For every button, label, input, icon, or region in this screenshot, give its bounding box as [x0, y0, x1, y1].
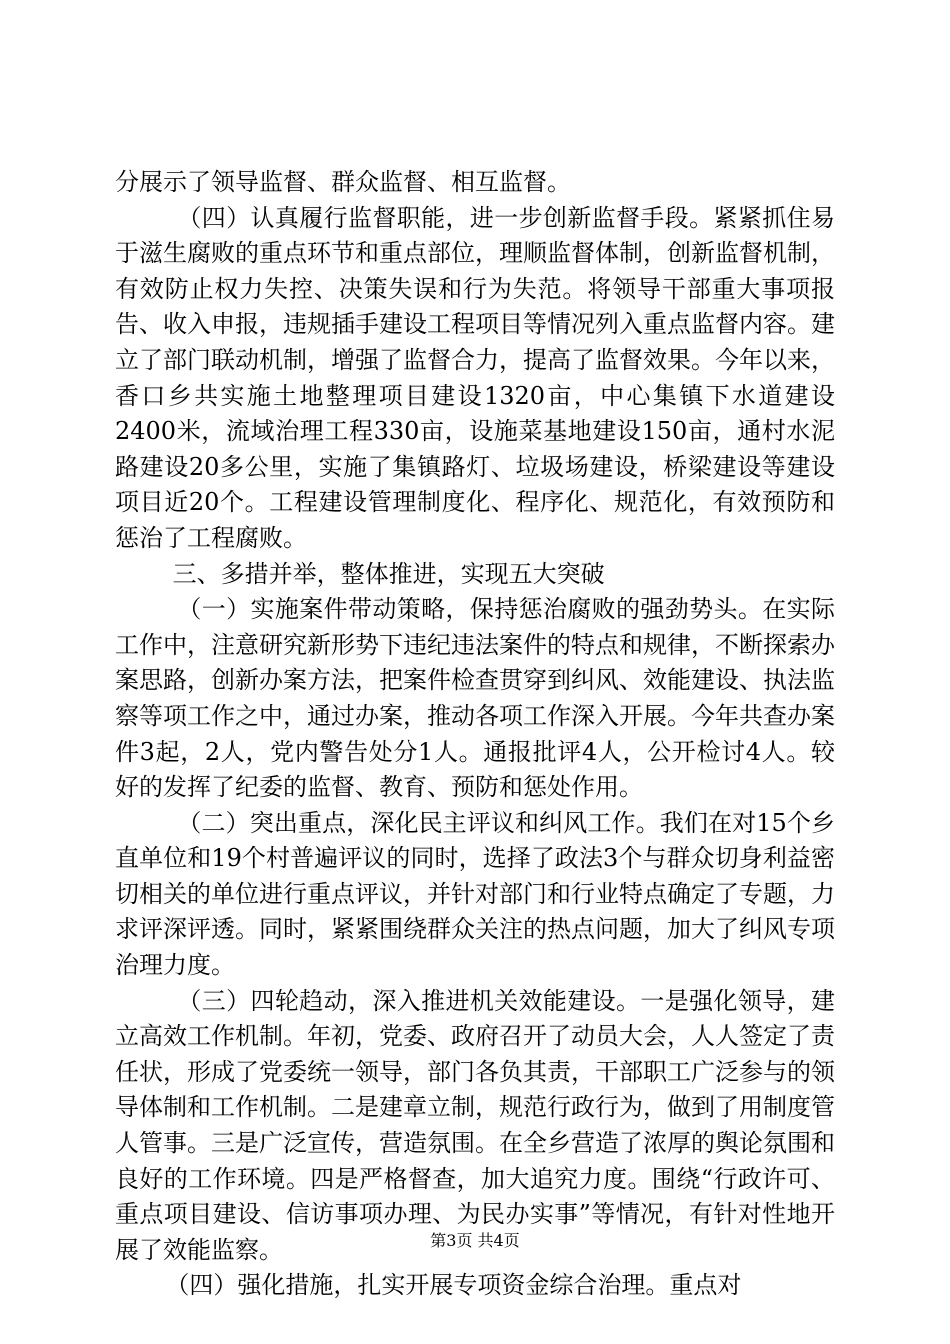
section-heading-three: 三、多措并举，整体推进，实现五大突破 [172, 559, 605, 588]
paragraph-supervision-means: （四）认真履行监督职能，进一步创新监督手段。紧紧抓住易于滋生腐败的重点环节和重点部位，理顺监督体制，创新监督机制，有效防止权力失控、决策失误和行为失范。将领导干部重大事项报告、收入申报，违规插手建设工程项目等情况列入重点监督内容。建立了部门联动机制，增强了监督合力，提高了监督效果。今年以来，香口乡共实施土地整理项目建设1320亩，中心集镇下水道建设2400米，流域治理工程330亩，设施菜基地建设150亩，通村水泥路建设20多公里，实施了集镇路灯、垃圾场建设，桥梁建设等建设项目近20个。工程建设管理制度化、程序化、规范化，有效预防和惩治了工程腐败。 [115, 203, 835, 552]
paragraph-special-funds: （四）强化措施，扎实开展专项资金综合治理。重点对 [165, 1271, 742, 1300]
paragraph-democratic-review: （二）突出重点，深化民主评议和纠风工作。我们在对15个乡直单位和19个村普遍评议的同时，选择了政法3个与群众切身利益密切相关的单位进行重点评议，并针对部门和行业特点确定了专题，力求评深评透。同时，紧紧围绕群众关注的热点问题，加大了纠风专项治理力度。 [115, 808, 835, 980]
page-footer: 第3页 共4页 [430, 1231, 520, 1250]
paragraph-continuation: 分展示了领导监督、群众监督、相互监督。 [115, 168, 571, 196]
document-body [115, 165, 835, 1304]
paragraph-case-strategy: （一）实施案件带动策略，保持惩治腐败的强劲势头。在实际工作中，注意研究新形势下违纪违法案件的特点和规律，不断探索办案思路，创新办案方法，把案件检查贯穿到纠风、效能建设、执法监察等项工作之中，通过办案，推动各项工作深入开展。今年共查办案件3起，2人，党内警告处分1人。通报批评4人，公开检讨4人。较好的发挥了纪委的监督、教育、预防和惩处作用。 [115, 595, 835, 802]
paragraph-efficiency-building: （三）四轮趋动，深入推进机关效能建设。一是强化领导，建立高效工作机制。年初，党委、政府召开了动员大会，人人签定了责任状，形成了党委统一领导，部门各负其责，干部职工广泛参与的领导体制和工作机制。二是建章立制，规范行政行为，做到了用制度管人管事。三是广泛宣传，营造氛围。在全乡营造了浓厚的舆论氛围和良好的工作环境。四是严格督查，加大追究力度。围绕“行政许可、重点项目建设、信访事项办理、为民办实事”等情况，有针对性地开展了效能监察。 [115, 986, 835, 1264]
